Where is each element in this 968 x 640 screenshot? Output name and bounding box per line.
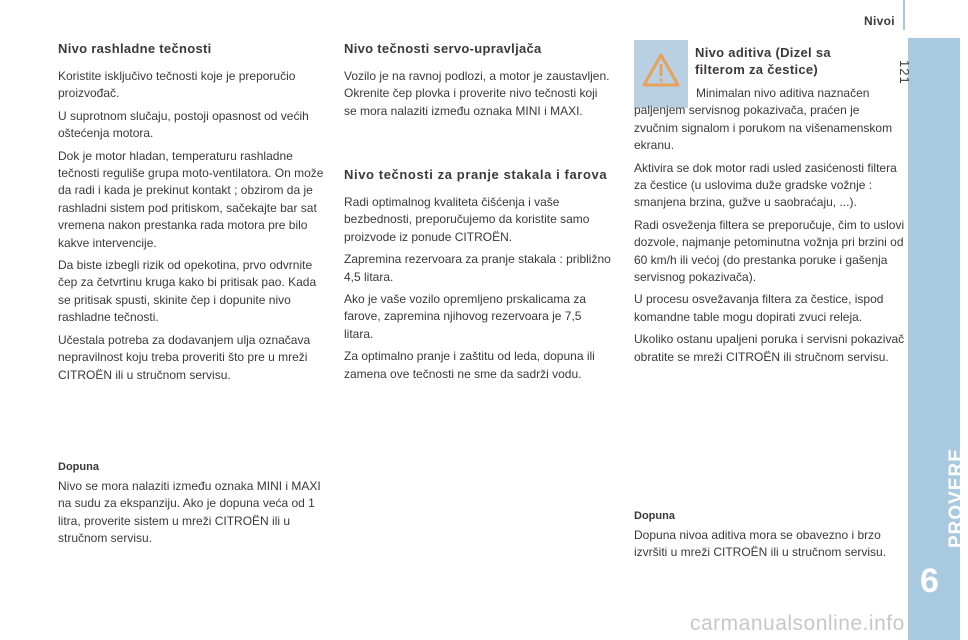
coolant-title: Nivo rashladne tečnosti — [58, 41, 212, 56]
additive-title: Nivo aditiva (Dizel sa filterom za česticе) — [695, 45, 831, 77]
section-label: PROVERE — [946, 448, 967, 548]
power-steering-text: Vozilo je na ravnoj podlozi, a motor je zaustavljen. Okrenite čep plovka i proverite nivo tečnosti koji se mora nalaziti između oznaka MINI i MAXI. — [344, 69, 610, 118]
coolant-refill-section — [58, 461, 326, 548]
washer-fluid-section — [344, 166, 612, 383]
additive-section — [634, 80, 906, 366]
coolant-section — [58, 40, 326, 384]
additive-paragraph: Aktivira se dok motor radi usled zasićenosti filtera za čestice (u uslovima duže gradske vožnje : smanjena brzina, gužve u saobraćaju, ...). — [634, 160, 897, 210]
coolant-paragraph: Koristite isključivo tečnosti koje je preporučio proizvođač. — [58, 69, 296, 101]
header-divider — [903, 0, 905, 30]
power-steering-section — [344, 40, 612, 120]
side-tab-header-gap — [908, 0, 960, 38]
washer-fluid-paragraph: Ako je vaše vozilo opremljeno prskalicama za farove, zapremina njihovog rezervoara je 7,5 litara. — [344, 292, 587, 341]
coolant-refill-text: Nivo se mora nalaziti između oznaka MINI i MAXI na sudu za ekspanziju. Ako je dopuna veća od 1 litra, proverite sistem u mreži CITROËN ili u stručnom servisu. — [58, 479, 321, 546]
washer-fluid-paragraph: Zapremina rezervoara za pranje stakala : približno 4,5 litara. — [344, 252, 611, 284]
additive-intro: Minimalan nivo aditiva naznačen paljenjem servisnog pokazivača, praćen je zvučnim signalom i porukom na višenamenskom ekranu. — [634, 86, 893, 153]
coolant-paragraph: Učestala potreba za dodavanjem ulja označava nepravilnost koju treba proveriti što pre u mreži CITROËN ili u stručnom servisu. — [58, 332, 311, 382]
chapter-title: Nivoi — [864, 14, 895, 28]
page-number: 121 — [897, 60, 912, 85]
chapter-number: 6 — [920, 562, 939, 600]
additive-paragraph: U procesu osvežavanja filtera za čestice, ispod komandne table mogu dopirati zvuci releja. — [634, 292, 884, 324]
additive-paragraph: Radi osveženja filtera se preporučuje, čim to uslovi dozvole, najmanje petominutna vožnja pri brzini od 60 km/h ili većoj (do prestanka poruke i gašenja servisnog pokazivača). — [634, 217, 905, 285]
coolant-refill-title: Dopuna — [58, 461, 99, 473]
additive-title-block — [695, 44, 870, 78]
watermark: carmanualsonline.info — [690, 612, 905, 635]
coolant-paragraph: Da biste izbegli rizik od opekotina, prvo odvrnite čep za četvrtinu kruga kako bi pritisak pao. Kada se pritisak spusti, skinite čep i dopunite nivo rashladne tečnosti. — [58, 258, 317, 325]
coolant-paragraph: U suprotnom slučaju, postoji opasnost od većih oštećenja motora. — [58, 108, 309, 141]
additive-paragraph: Ukoliko ostanu upaljeni poruka i servisni pokazivač obratite se mreži CITROËN ili stručnom servisu. — [634, 332, 905, 364]
coolant-paragraph: Dok je motor hladan, temperaturu rashladne tečnosti reguliše grupa moto-ventilatora. On može da radi i kada je prekinut kontakt ; obzirom da je rashladni sistem pod pritiskom, sačekajte bar sat vremena nakon prestanka rada motora pre bilo kakve intervencije. — [58, 148, 324, 250]
power-steering-title: Nivo tečnosti servo-upravljača — [344, 41, 542, 56]
additive-refill-text: Dopuna nivoa aditiva mora se obavezno i brzo izvršiti u mreži CITROËN ili u stručnom servisu. — [634, 528, 887, 560]
washer-fluid-title: Nivo tečnosti za pranje stakala i farova — [344, 167, 608, 182]
additive-refill-section — [634, 510, 906, 562]
washer-fluid-paragraph: Radi optimalnog kvaliteta čišćenja i vaše bezbednosti, preporučujemo da koristite samo proizvode iz ponude CITROËN. — [344, 195, 590, 244]
washer-fluid-paragraph: Za optimalno pranje i zaštitu od leda, dopuna ili zamena ove tečnosti ne sme da sadrži vodu. — [344, 349, 595, 381]
additive-refill-title: Dopuna — [634, 510, 675, 522]
